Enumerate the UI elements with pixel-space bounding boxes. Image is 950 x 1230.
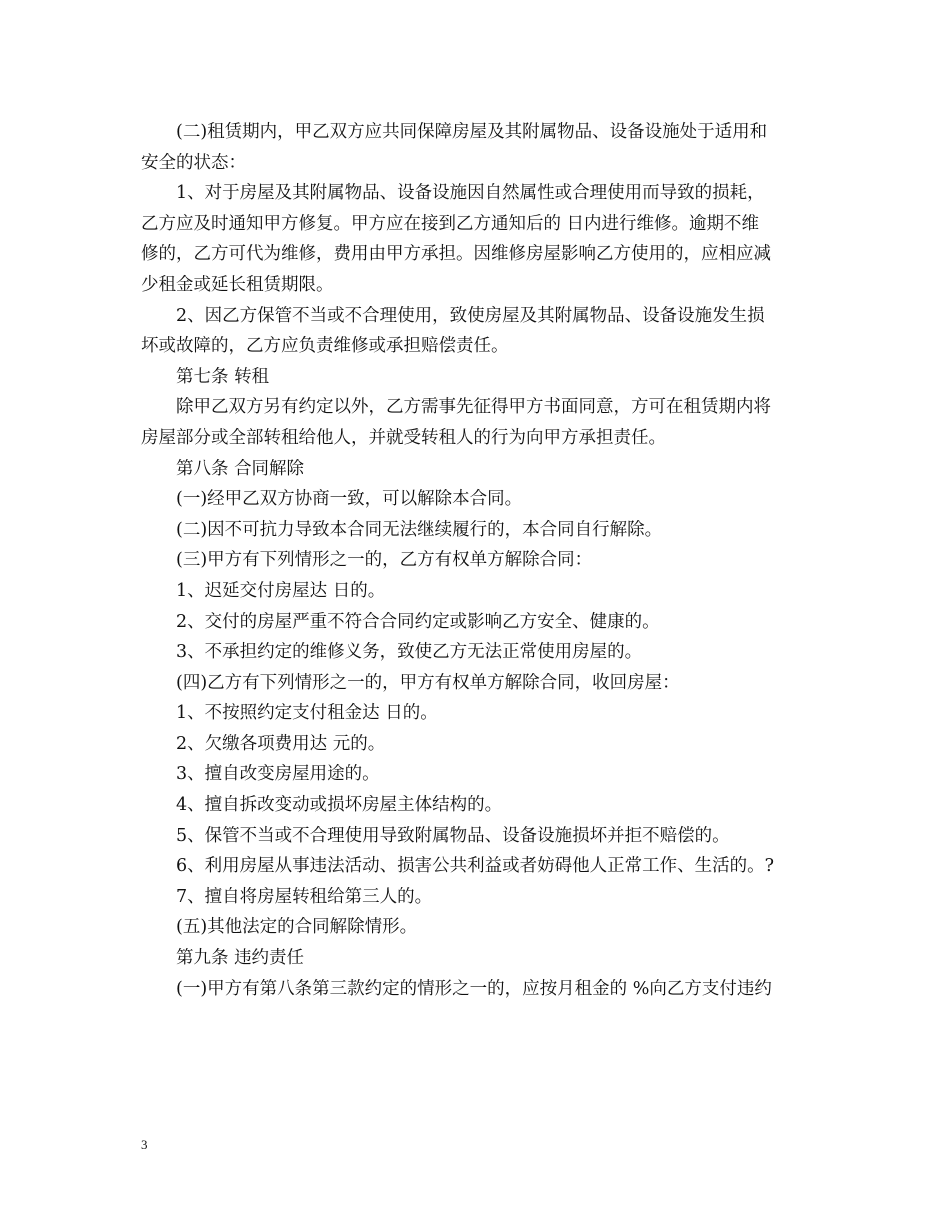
text-line: 安全的状态：	[141, 152, 246, 173]
text-line: 房屋部分或全部转租给他人，并就受转租人的行为向甲方承担责任。	[141, 427, 666, 448]
text-line: 坏或故障的，乙方应负责维修或承担赔偿责任。	[141, 336, 509, 357]
text-line: 2、欠缴各项费用达 元的。	[176, 733, 386, 754]
text-line: 1、对于房屋及其附属物品、设备设施因自然属性或合理使用而导致的损耗，	[176, 183, 765, 204]
text-line: (一)经甲乙双方协商一致，可以解除本合同。	[176, 489, 523, 510]
article-heading: 第八条 合同解除	[176, 458, 305, 479]
text-line: 7、擅自将房屋转租给第三人的。	[176, 886, 433, 907]
text-line: 6、利用房屋从事违法活动、损害公共利益或者妨碍他人正常工作、生活的。?	[176, 856, 775, 877]
article-heading: 第七条 转租	[176, 366, 270, 387]
text-line: 乙方应及时通知甲方修复。甲方应在接到乙方通知后的 日内进行维修。逾期不维	[141, 213, 760, 234]
text-line: 1、迟延交付房屋达 日的。	[176, 580, 386, 601]
text-line: (三)甲方有下列情形之一的，乙方有权单方解除合同：	[176, 550, 593, 571]
article-heading: 第九条 违约责任	[176, 948, 305, 969]
document-body	[141, 117, 816, 1004]
text-line: 除甲乙双方另有约定以外，乙方需事先征得甲方书面同意，方可在租赁期内将	[176, 397, 771, 418]
text-line: 2、交付的房屋严重不符合合同约定或影响乙方安全、健康的。	[176, 611, 660, 632]
text-line: (二)因不可抗力导致本合同无法继续履行的，本合同自行解除。	[176, 519, 663, 540]
text-line: 3、擅自改变房屋用途的。	[176, 764, 380, 785]
text-line: 少租金或延长租赁期限。	[141, 274, 334, 295]
text-line: 3、不承担约定的维修义务，致使乙方无法正常使用房屋的。	[176, 642, 643, 663]
text-line: (一)甲方有第八条第三款约定的情形之一的，应按月租金的 %向乙方支付违约	[176, 978, 772, 999]
contract-text	[141, 117, 816, 1004]
text-line: (二)租赁期内，甲乙双方应共同保障房屋及其附属物品、设备设施处于适用和	[176, 122, 768, 142]
text-line: 4、擅自拆改变动或损坏房屋主体结构的。	[176, 795, 503, 816]
text-line: (五)其他法定的合同解除情形。	[176, 917, 418, 938]
page-number: 3	[141, 1137, 148, 1152]
text-line: (四)乙方有下列情形之一的，甲方有权单方解除合同，收回房屋：	[176, 672, 680, 693]
text-line: 修的，乙方可代为维修，费用由甲方承担。因维修房屋影响乙方使用的，应相应减	[141, 244, 771, 265]
text-line: 2、因乙方保管不当或不合理使用，致使房屋及其附属物品、设备设施发生损	[176, 305, 765, 326]
text-line: 1、不按照约定支付租金达 日的。	[176, 703, 438, 724]
text-line: 5、保管不当或不合理使用导致附属物品、设备设施损坏并拒不赔偿的。	[176, 825, 730, 846]
